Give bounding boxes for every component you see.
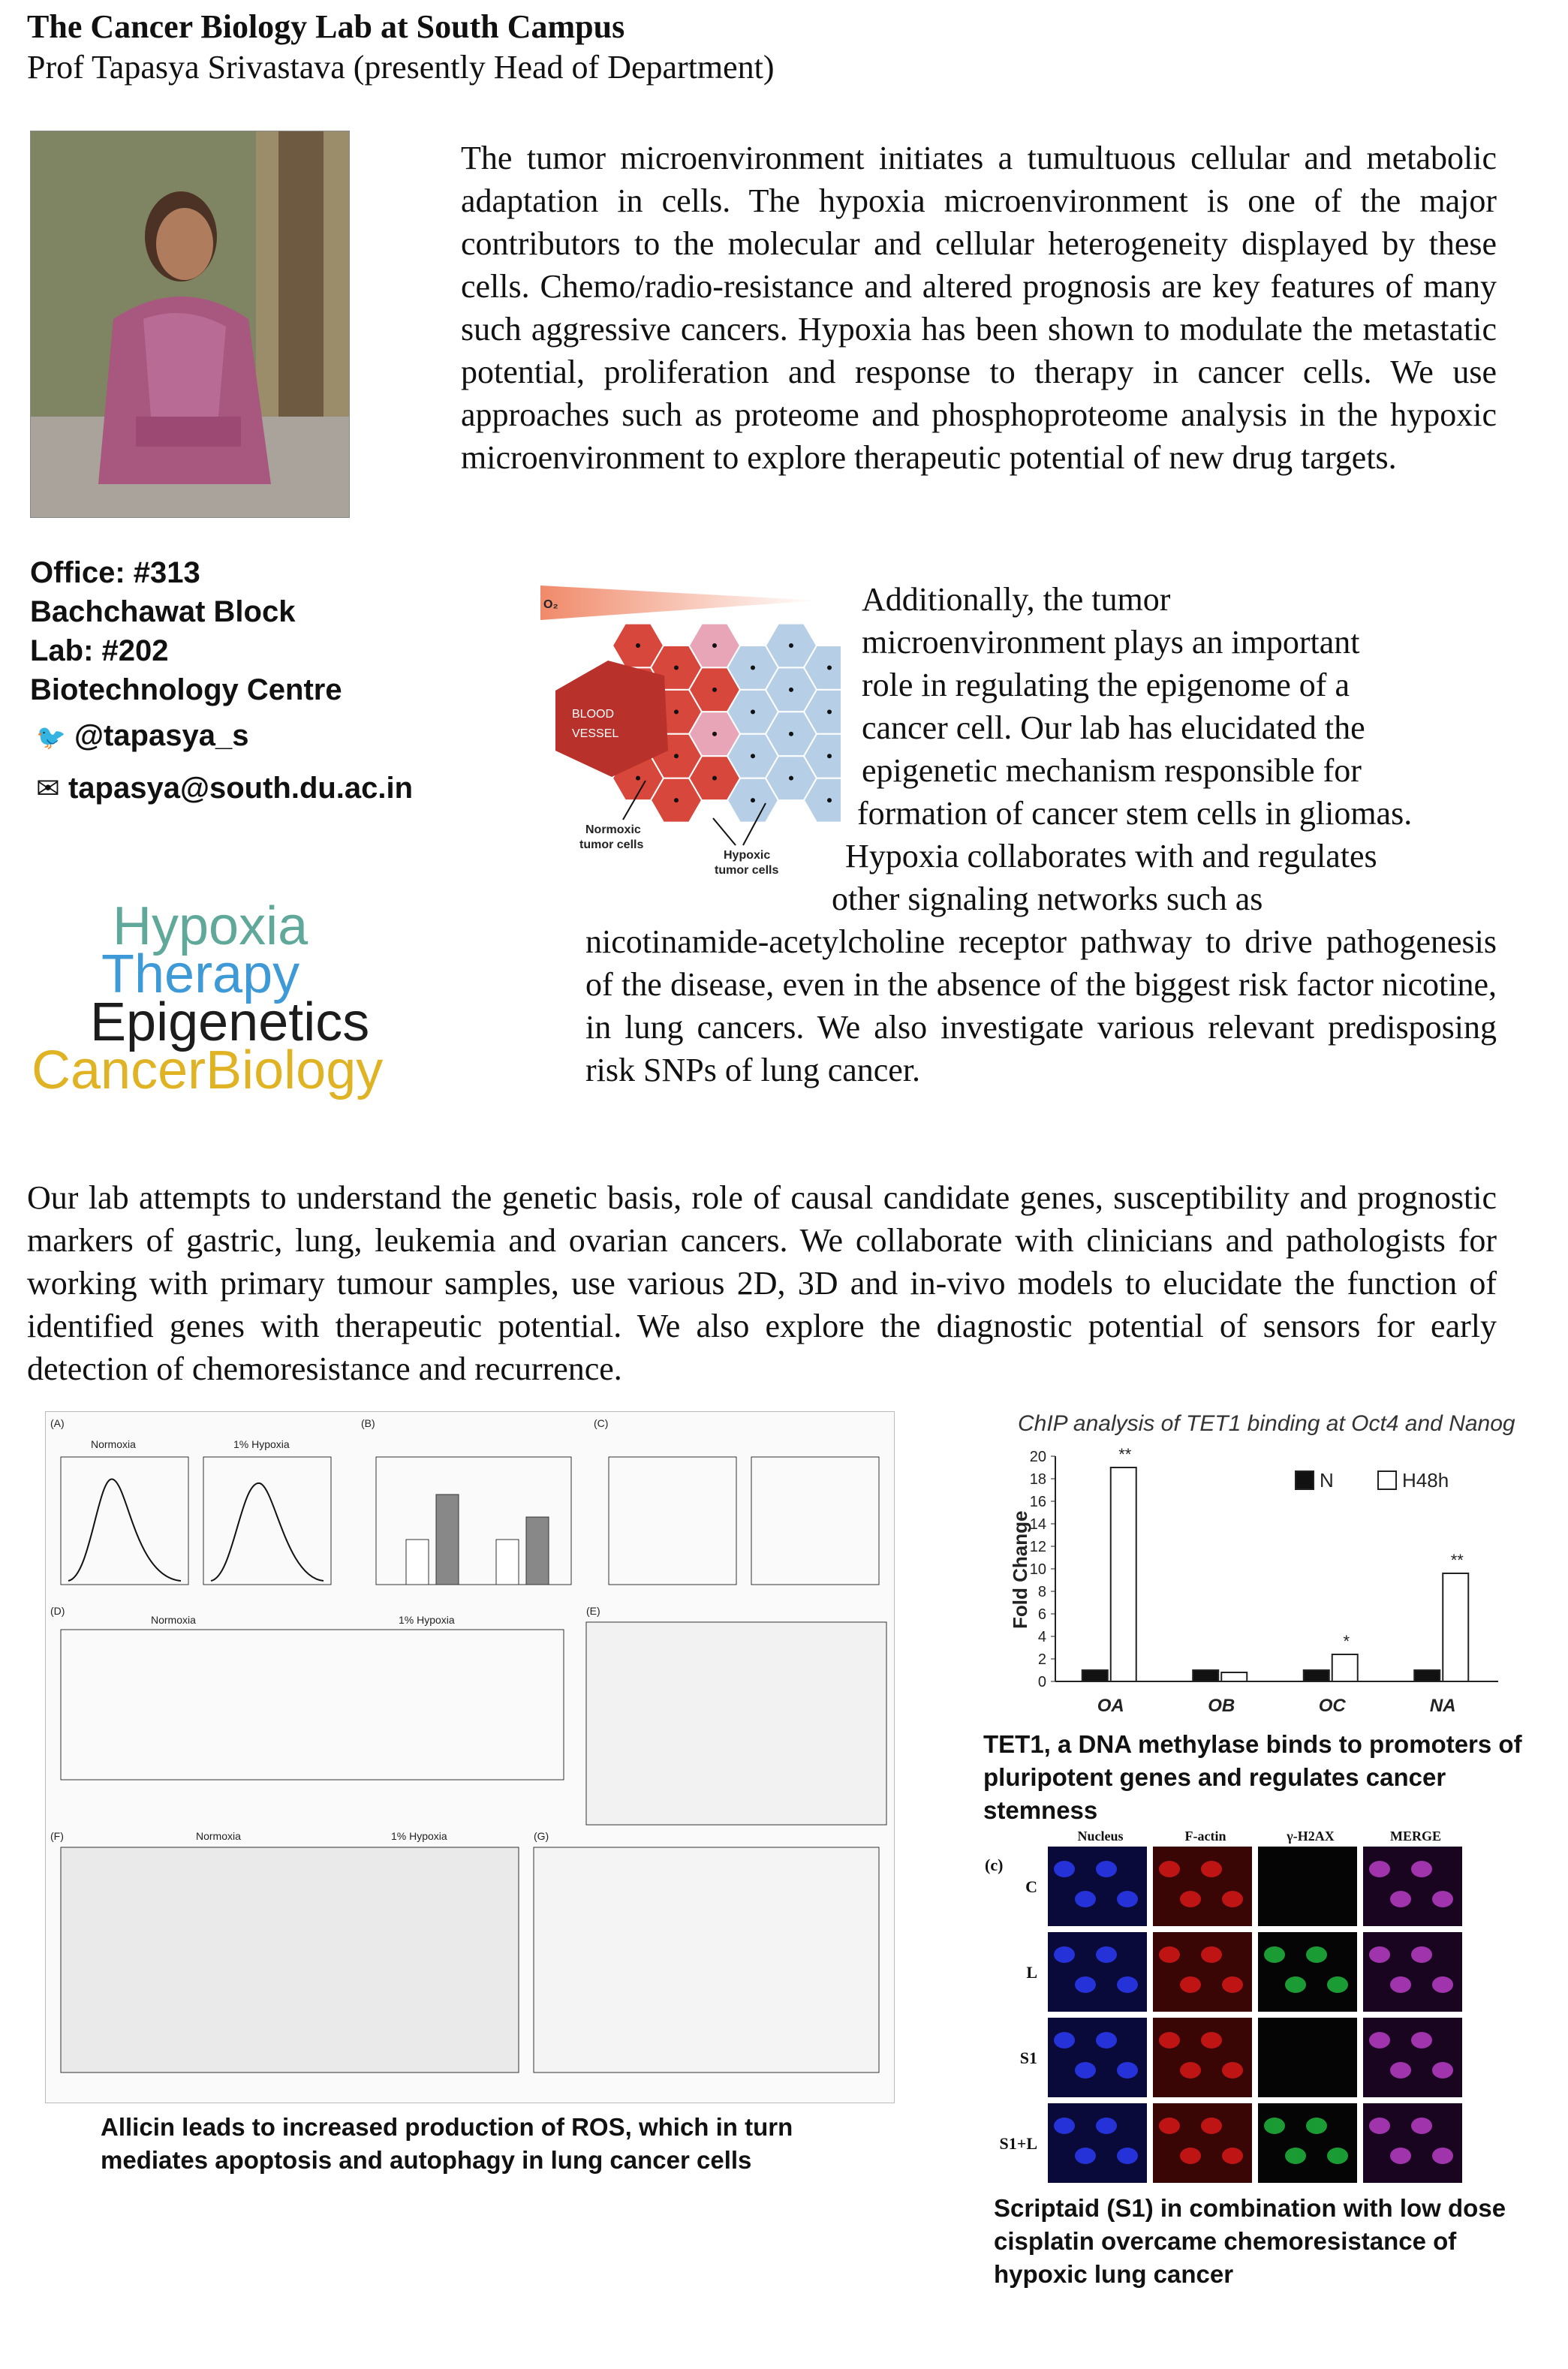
micro-cell	[1054, 2032, 1075, 2048]
micro-cell	[1369, 2118, 1390, 2134]
second-paragraph-line-8: other signaling networks such as	[832, 880, 1263, 917]
micro-cell	[1222, 1976, 1243, 1993]
micro-cell	[1117, 2148, 1138, 2164]
second-paragraph-tail: nicotinamide-acetylcholine receptor pathway to drive pathogenesis of the disease, even in the absence of the biggest risk factor nicotine, in lung cancers. We also investigate various relevant predisposing risk SNPs of lung cancer.	[585, 923, 1497, 1088]
cell-nucleus	[674, 709, 679, 714]
panel-d-normoxia: Normoxia	[151, 1614, 196, 1626]
panel-f-normoxia: Normoxia	[196, 1830, 241, 1842]
micro-column-label: γ-H2AX	[1287, 1829, 1335, 1844]
micro-cell	[1159, 2118, 1180, 2134]
panel-a-normoxia: Normoxia	[91, 1438, 136, 1450]
oxygen-gradient	[540, 585, 818, 620]
panel-f-hypoxia: 1% Hypoxia	[391, 1830, 447, 1842]
micro-cell	[1054, 1861, 1075, 1877]
panel-a-hypoxia: 1% Hypoxia	[233, 1438, 290, 1450]
micro-cell	[1369, 1946, 1390, 1963]
micro-cell	[1201, 2118, 1222, 2134]
micro-cell	[1306, 1946, 1327, 1963]
allicin-caption: Allicin leads to increased production of ROS, which in turn mediates apoptosis and autophagy in lung cancer cells	[101, 2113, 793, 2174]
legend-swatch-H48h	[1378, 1471, 1396, 1489]
bar-N-OB	[1193, 1670, 1218, 1681]
micro-cell	[1201, 1946, 1222, 1963]
micro-panel	[1153, 2018, 1252, 2097]
twitter-icon: 🐦	[36, 724, 66, 751]
micro-cell	[1180, 1976, 1201, 1993]
micro-cell	[1075, 1976, 1096, 1993]
cell-nucleus	[827, 754, 832, 758]
micro-cell	[1096, 1946, 1117, 1963]
bar-H48h-NA	[1443, 1573, 1468, 1681]
micro-cell	[1411, 1861, 1432, 1877]
micro-cell	[1432, 1976, 1453, 1993]
cell-nucleus	[751, 709, 755, 714]
micro-panel	[1363, 2103, 1462, 2183]
second-paragraph-line-5: epigenetic mechanism responsible for	[862, 752, 1362, 789]
bar-N-NA	[1414, 1670, 1440, 1681]
micro-panel	[1258, 1847, 1357, 1926]
micro-cell	[1201, 2032, 1222, 2048]
y-tick-label: 14	[1029, 1516, 1046, 1533]
bar-H48h-OA	[1111, 1467, 1136, 1681]
scriptaid-figure	[973, 1824, 1483, 2199]
micro-cell	[1411, 2032, 1432, 2048]
y-tick-label: 0	[1037, 1674, 1046, 1690]
second-paragraph-line-6: formation of cancer stem cells in gliomas.	[857, 795, 1413, 832]
micro-cell	[1096, 2118, 1117, 2134]
cell-nucleus	[712, 688, 717, 692]
cell-nucleus	[712, 776, 717, 781]
y-tick-label: 16	[1029, 1494, 1046, 1510]
micro-cell	[1054, 2118, 1075, 2134]
micro-cell	[1390, 1976, 1411, 1993]
cell-nucleus	[789, 776, 793, 781]
email-address[interactable]: ✉ tapasya@south.du.ac.in	[36, 772, 414, 805]
micro-cell	[1390, 1891, 1411, 1907]
tet1-caption: TET1, a DNA methylase binds to promoters of pluripotent genes and regulates cancer stemness	[983, 1730, 1522, 1824]
significance-label: **	[1450, 1551, 1464, 1570]
micro-panel	[1048, 2018, 1147, 2097]
bar-N-OA	[1082, 1670, 1108, 1681]
legend-label-H48h: H48h	[1402, 1469, 1449, 1492]
micro-panel	[1363, 2018, 1462, 2097]
cell-nucleus	[789, 688, 793, 692]
x-tick-label: OC	[1318, 1696, 1346, 1716]
micro-panel	[1363, 1847, 1462, 1926]
cell-nucleus	[636, 776, 640, 781]
normoxic-label-2: tumor cells	[579, 838, 644, 851]
micro-cell	[1306, 2118, 1327, 2134]
cell-nucleus	[789, 643, 793, 648]
micro-cell	[1159, 1946, 1180, 1963]
cell-nucleus	[789, 732, 793, 736]
legend-swatch-N	[1296, 1471, 1314, 1489]
portrait-photo	[30, 131, 350, 518]
keyword-therapy: Therapy	[101, 944, 300, 1004]
micro-cell	[1222, 2148, 1243, 2164]
significance-label: **	[1118, 1445, 1132, 1464]
micro-cell	[1222, 1891, 1243, 1907]
micro-cell	[1159, 1861, 1180, 1877]
second-paragraph-line-1: Additionally, the tumor	[862, 581, 1171, 618]
micro-cell	[1201, 1861, 1222, 1877]
panel-g-label: (G)	[534, 1830, 549, 1842]
micro-panel	[1048, 2103, 1147, 2183]
normoxic-label-1: Normoxic	[585, 823, 641, 836]
hypoxic-label-1: Hypoxic	[724, 849, 771, 862]
page-subtitle: Prof Tapasya Srivastava (presently Head of Department)	[27, 49, 775, 86]
bar-H48h-OB	[1221, 1672, 1247, 1681]
y-tick-label: 18	[1029, 1471, 1046, 1488]
micro-row-label: L	[1026, 1963, 1037, 1982]
office-number: Office: #313	[30, 556, 200, 589]
micro-cell	[1117, 1891, 1138, 1907]
micro-cell	[1432, 1891, 1453, 1907]
intro-paragraph: The tumor microenvironment initiates a tumultuous cellular and metabolic adaptation in cells. The hypoxia microenvironment is one of the major contributors to the molecular and cellular heterogeneity displayed by these cells. Chemo/radio-resistance and altered prognosis are key features of many such aggressive cancers. Hypoxia has been shown to modulate the metastatic potential, proliferation and response to therapy in cancer cells. We use approaches such as proteome and phosphoproteome analysis in the hypoxic microenvironment to explore therapeutic potential of new drug targets.	[461, 140, 1497, 476]
hypoxia-diagram	[540, 578, 841, 893]
y-tick-label: 4	[1037, 1629, 1046, 1645]
micro-cell	[1327, 2148, 1348, 2164]
micro-panel	[1258, 2103, 1357, 2183]
micro-cell	[1411, 1946, 1432, 1963]
hypoxic-label-2: tumor cells	[715, 864, 779, 877]
bar-H48h-OC	[1332, 1654, 1358, 1681]
second-paragraph-line-4: cancer cell. Our lab has elucidated the	[862, 709, 1365, 746]
micro-cell	[1432, 2062, 1453, 2079]
y-tick-label: 2	[1037, 1651, 1046, 1668]
cell-nucleus	[827, 665, 832, 670]
third-paragraph: Our lab attempts to understand the genetic basis, role of causal candidate genes, susceptibility and prognostic markers of gastric, lung, leukemia and ovarian cancers. We collaborate with clinicians and pathologists for working with primary tumour samples, use various 2D, 3D and in-vivo models to elucidate the function of identified genes with therapeutic potential. We also explore the diagnostic potential of sensors for early detection of chemoresistance and recurrence.	[27, 1179, 1497, 1387]
scriptaid-caption: Scriptaid (S1) in combination with low dose cisplatin overcame chemoresistance of hypoxic lung cancer	[994, 2194, 1506, 2288]
cell-nucleus	[712, 732, 717, 736]
envelope-icon: ✉	[36, 773, 60, 805]
micro-panel	[1258, 1932, 1357, 2012]
lab-number: Lab: #202	[30, 634, 169, 667]
micro-cell	[1285, 2148, 1306, 2164]
cell-nucleus	[674, 754, 679, 758]
scriptaid-panel-label: (c)	[985, 1856, 1004, 1874]
cell-nucleus	[674, 665, 679, 670]
micro-cell	[1390, 2062, 1411, 2079]
micro-cell	[1180, 2148, 1201, 2164]
panel-f-label: (F)	[50, 1830, 64, 1842]
micro-row-label: S1+L	[999, 2134, 1037, 2153]
cell-nucleus	[751, 798, 755, 802]
keyword-epigenetics: Epigenetics	[90, 992, 370, 1052]
micro-cell	[1054, 1946, 1075, 1963]
building-name: Bachchawat Block	[30, 595, 296, 628]
micro-row-label: C	[1025, 1877, 1037, 1896]
micro-cell	[1390, 2148, 1411, 2164]
panel-d-label: (D)	[50, 1605, 65, 1617]
y-tick-label: 20	[1029, 1449, 1046, 1465]
y-tick-label: 12	[1029, 1539, 1046, 1555]
micro-cell	[1075, 1891, 1096, 1907]
micro-column-label: Nucleus	[1077, 1829, 1124, 1844]
micro-cell	[1180, 2062, 1201, 2079]
legend-label-N: N	[1320, 1469, 1334, 1492]
allicin-figure	[45, 1411, 895, 2103]
micro-cell	[1117, 1976, 1138, 1993]
micro-panel	[1153, 1847, 1252, 1926]
chart-y-axis-label: Fold Change	[1009, 1510, 1031, 1629]
page-title: The Cancer Biology Lab at South Campus	[27, 8, 625, 45]
y-tick-label: 6	[1037, 1606, 1046, 1623]
panel-c-label: (C)	[594, 1417, 609, 1429]
micro-cell	[1222, 2062, 1243, 2079]
cell-nucleus	[674, 798, 679, 802]
y-tick-label: 10	[1029, 1561, 1046, 1578]
micro-cell	[1264, 1946, 1285, 1963]
second-paragraph-line-3: role in regulating the epigenome of a	[862, 667, 1350, 703]
cell-nucleus	[712, 643, 717, 648]
micro-cell	[1159, 2032, 1180, 2048]
cell-nucleus	[751, 754, 755, 758]
cell-nucleus	[827, 709, 832, 714]
cell-nucleus	[636, 643, 640, 648]
centre-name: Biotechnology Centre	[30, 673, 342, 706]
y-tick-label: 8	[1037, 1584, 1046, 1600]
micro-panel	[1153, 1932, 1252, 2012]
micro-column-label: MERGE	[1389, 1829, 1442, 1844]
bar-N-OC	[1304, 1670, 1329, 1681]
keyword-hypoxia: Hypoxia	[113, 896, 308, 956]
cell-nucleus	[827, 798, 832, 802]
micro-cell	[1285, 1976, 1306, 1993]
micro-cell	[1432, 2148, 1453, 2164]
micro-cell	[1075, 2148, 1096, 2164]
second-paragraph-line-7: Hypoxia collaborates with and regulates	[845, 838, 1377, 874]
micro-cell	[1180, 1891, 1201, 1907]
second-paragraph-line-2: microenvironment plays an important	[862, 624, 1360, 661]
x-tick-label: OA	[1097, 1696, 1124, 1716]
panel-b-label: (B)	[361, 1417, 375, 1429]
micro-cell	[1117, 2062, 1138, 2079]
blood-vessel-label-1: BLOOD	[572, 708, 615, 721]
twitter-handle[interactable]: 🐦 @tapasya_s	[36, 719, 249, 752]
micro-panel	[1048, 1847, 1147, 1926]
micro-panel	[1258, 2018, 1357, 2097]
panel-e-label: (E)	[586, 1605, 600, 1617]
keyword-cancer-biology: CancerBiology	[32, 1040, 384, 1100]
micro-panel	[1048, 1932, 1147, 2012]
x-tick-label: OB	[1208, 1696, 1235, 1716]
panel-d-hypoxia: 1% Hypoxia	[399, 1614, 455, 1626]
micro-cell	[1369, 1861, 1390, 1877]
micro-cell	[1369, 2032, 1390, 2048]
x-tick-label: NA	[1429, 1696, 1456, 1716]
micro-cell	[1411, 2118, 1432, 2134]
micro-panel	[1153, 2103, 1252, 2183]
micro-cell	[1327, 1976, 1348, 1993]
micro-cell	[1075, 2062, 1096, 2079]
micro-cell	[1096, 2032, 1117, 2048]
tet1-chip-chart	[973, 1404, 1528, 1734]
micro-row-label: S1	[1019, 2048, 1037, 2067]
micro-panel	[1363, 1932, 1462, 2012]
panel-a-label: (A)	[50, 1417, 65, 1429]
o2-label: O₂	[543, 598, 558, 611]
micro-column-label: F-actin	[1184, 1829, 1226, 1844]
chart-title: ChIP analysis of TET1 binding at Oct4 and Nanog	[1018, 1411, 1515, 1436]
cell-nucleus	[751, 665, 755, 670]
micro-cell	[1264, 2118, 1285, 2134]
blood-vessel-label-2: VESSEL	[572, 727, 619, 740]
micro-cell	[1096, 1861, 1117, 1877]
significance-label: *	[1343, 1632, 1350, 1651]
